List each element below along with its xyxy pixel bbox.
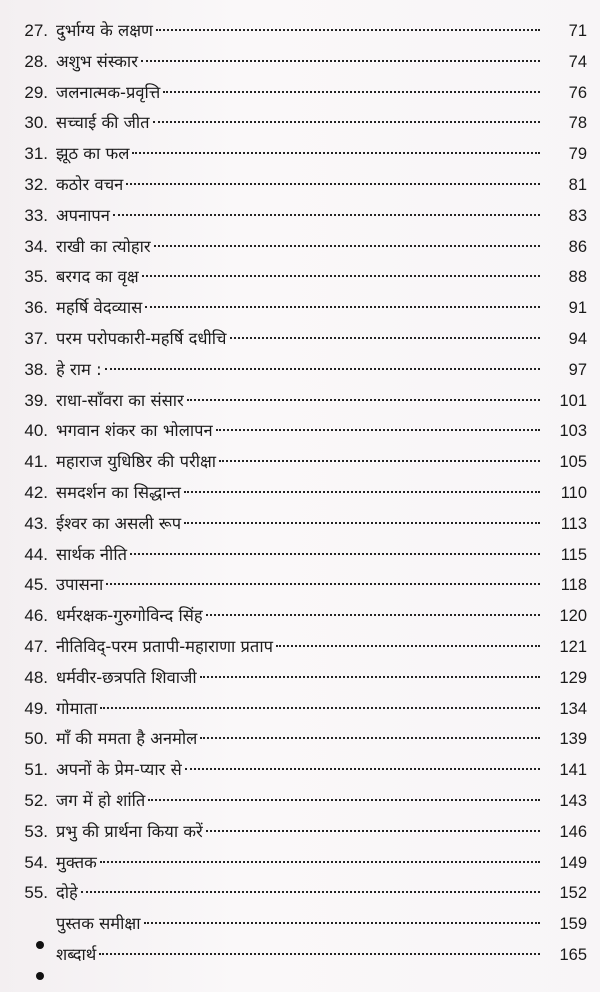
entry-number: 33. xyxy=(24,205,48,225)
entry-page-number: 105 xyxy=(559,453,587,472)
toc-entry xyxy=(0,848,600,879)
dot-leader xyxy=(130,552,540,555)
entry-number: 45. xyxy=(24,575,48,595)
entry-page-number: 165 xyxy=(559,945,587,964)
toc-entry xyxy=(0,663,600,694)
dot-leader xyxy=(200,736,540,739)
entry-title: दोहे xyxy=(56,883,78,903)
toc-entry xyxy=(0,108,600,139)
toc-entry xyxy=(0,540,600,571)
entry-title: सच्चाई की जीत xyxy=(56,113,150,133)
entry-number: 35. xyxy=(24,267,48,287)
toc-bullet-entry xyxy=(0,909,600,940)
entry-title: धर्मरक्षक-गुरुगोविन्द सिंह xyxy=(56,606,203,626)
entry-page-number: 141 xyxy=(559,761,587,780)
dot-leader xyxy=(145,305,540,308)
entry-number: 55. xyxy=(24,883,48,903)
toc-entry xyxy=(0,878,600,909)
entry-number: 36. xyxy=(24,298,48,318)
dot-leader xyxy=(200,675,540,678)
dot-leader xyxy=(132,151,540,154)
entry-page-number: 94 xyxy=(568,329,587,348)
entry-title: समदर्शन का सिद्धान्त xyxy=(56,482,181,502)
dot-leader xyxy=(185,767,540,770)
entry-title: मुक्तक xyxy=(56,852,97,872)
toc-entry xyxy=(0,632,600,663)
entry-title: महर्षि वेदव्यास xyxy=(56,298,143,318)
dot-leader xyxy=(113,213,540,216)
entry-title: प्रभु की प्रार्थना किया करें xyxy=(56,821,203,841)
entry-title: दुर्भाग्य के लक्षण xyxy=(56,21,153,40)
toc-entry xyxy=(0,139,600,170)
entry-title: अपनापन xyxy=(56,205,110,225)
dot-leader xyxy=(163,90,540,93)
dot-leader xyxy=(154,244,540,247)
toc-entry xyxy=(0,817,600,848)
entry-page-number: 152 xyxy=(559,884,587,903)
toc-entry xyxy=(0,416,600,447)
entry-number: 34. xyxy=(24,236,48,256)
entry-title: पुस्तक समीक्षा xyxy=(56,914,141,934)
dot-leader xyxy=(144,921,540,924)
dot-leader xyxy=(187,398,540,401)
entry-page-number: 83 xyxy=(568,206,587,225)
entry-title: जग में हो शांति xyxy=(56,790,146,810)
toc-entry xyxy=(0,601,600,632)
entry-page-number: 74 xyxy=(568,52,587,71)
entry-page-number: 146 xyxy=(559,822,587,841)
entry-page-number: 101 xyxy=(559,391,587,410)
entry-title: नीतिविद्-परम प्रतापी-महाराणा प्रताप xyxy=(56,636,273,656)
toc-entry xyxy=(0,478,600,509)
dot-leader xyxy=(206,613,540,616)
dot-leader xyxy=(153,120,540,123)
dot-leader xyxy=(276,644,540,647)
entry-number: 31. xyxy=(24,144,48,164)
entry-page-number: 79 xyxy=(568,145,587,164)
entry-number: 52. xyxy=(24,790,48,810)
entry-title: जलनात्मक-प्रवृत्ति xyxy=(56,82,161,102)
entry-page-number: 159 xyxy=(559,915,587,934)
toc-entry xyxy=(0,355,600,386)
entry-number: 47. xyxy=(24,636,48,656)
entry-number: 43. xyxy=(24,513,48,533)
toc-entry xyxy=(0,16,600,47)
dot-leader xyxy=(184,521,540,524)
toc-entry xyxy=(0,232,600,263)
toc-entry xyxy=(0,694,600,725)
entry-title: हे राम : xyxy=(56,359,102,379)
toc-entry xyxy=(0,509,600,540)
entry-title: शब्दार्थ xyxy=(56,944,97,964)
dot-leader xyxy=(230,336,540,339)
entry-number: 44. xyxy=(24,544,48,564)
entry-page-number: 103 xyxy=(559,422,587,441)
entry-title: झूठ का फल xyxy=(56,144,130,164)
dot-leader xyxy=(105,367,540,370)
entry-page-number: 113 xyxy=(560,514,587,533)
dot-leader xyxy=(216,428,540,431)
entry-page-number: 71 xyxy=(568,22,587,40)
entry-number: 49. xyxy=(24,698,48,718)
entry-title: उपासना xyxy=(56,575,104,595)
toc-entry xyxy=(0,324,600,355)
dot-leader xyxy=(184,490,540,493)
entry-title: बरगद का वृक्ष xyxy=(56,267,139,287)
entry-number: 40. xyxy=(24,421,48,441)
entry-number: 48. xyxy=(24,667,48,687)
dot-leader xyxy=(99,952,540,955)
toc-entry xyxy=(0,201,600,232)
toc-entry xyxy=(0,47,600,78)
toc-entry xyxy=(0,786,600,817)
entry-title: राखी का त्योहार xyxy=(56,236,151,256)
entry-page-number: 115 xyxy=(560,545,587,564)
dot-leader xyxy=(206,829,540,832)
dot-leader xyxy=(100,706,540,709)
entry-title: परम परोपकारी-महर्षि दधीचि xyxy=(56,328,227,348)
dot-leader xyxy=(141,59,540,62)
entry-number: 42. xyxy=(24,482,48,502)
entry-page-number: 121 xyxy=(559,637,587,656)
entry-number: 29. xyxy=(24,82,48,102)
entry-number: 51. xyxy=(24,760,48,780)
entry-page-number: 81 xyxy=(568,175,587,194)
dot-leader xyxy=(219,459,540,462)
entry-page-number: 134 xyxy=(559,699,587,718)
entry-number: 38. xyxy=(24,359,48,379)
entry-page-number: 86 xyxy=(568,237,587,256)
entry-number: 41. xyxy=(24,452,48,472)
toc-bullet-entry xyxy=(0,940,600,971)
entry-number: 30. xyxy=(24,113,48,133)
entry-page-number: 129 xyxy=(559,668,587,687)
entry-page-number: 143 xyxy=(559,791,587,810)
entry-title: राधा-साँवरा का संसार xyxy=(56,390,184,410)
entry-page-number: 149 xyxy=(559,853,587,872)
entry-page-number: 91 xyxy=(568,299,587,318)
entry-number: 39. xyxy=(24,390,48,410)
entry-page-number: 110 xyxy=(560,483,587,502)
toc-entry xyxy=(0,447,600,478)
entry-title: माँ की ममता है अनमोल xyxy=(56,729,198,749)
entry-page-number: 97 xyxy=(568,360,587,379)
dot-leader xyxy=(81,890,540,893)
dot-leader xyxy=(126,182,540,185)
entry-title: कठोर वचन xyxy=(56,174,124,194)
entry-title: गोमाता xyxy=(56,698,98,718)
entry-number: 37. xyxy=(24,328,48,348)
entry-title: महाराज युधिष्ठिर की परीक्षा xyxy=(56,452,217,472)
entry-number: 53. xyxy=(24,821,48,841)
table-of-contents xyxy=(0,16,600,971)
toc-entry xyxy=(0,293,600,324)
toc-entry xyxy=(0,170,600,201)
entry-page-number: 118 xyxy=(560,576,587,595)
entry-title: ईश्वर का असली रूप xyxy=(56,513,182,533)
toc-entry xyxy=(0,78,600,109)
entry-title: अशुभ संस्कार xyxy=(56,51,138,71)
dot-leader xyxy=(156,28,540,31)
dot-leader xyxy=(100,860,540,863)
toc-entry xyxy=(0,724,600,755)
entry-page-number: 78 xyxy=(568,114,587,133)
dot-leader xyxy=(106,582,540,585)
entry-title: धर्मवीर-छत्रपति शिवाजी xyxy=(56,667,197,687)
toc-entry xyxy=(0,386,600,417)
entry-number: 28. xyxy=(24,51,48,71)
entry-title: सार्थक नीति xyxy=(56,544,127,564)
entry-page-number: 88 xyxy=(568,268,587,287)
dot-leader xyxy=(142,274,540,277)
entry-page-number: 76 xyxy=(568,83,587,102)
entry-number: 32. xyxy=(24,174,48,194)
entry-page-number: 120 xyxy=(559,607,587,626)
toc-entry xyxy=(0,262,600,293)
entry-number: 27. xyxy=(24,21,48,40)
entry-title: अपनों के प्रेम-प्यार से xyxy=(56,760,182,780)
toc-entry xyxy=(0,570,600,601)
entry-number: 50. xyxy=(24,729,48,749)
entry-title: भगवान शंकर का भोलापन xyxy=(56,421,213,441)
dot-leader xyxy=(148,798,540,801)
entry-number: 54. xyxy=(24,852,48,872)
toc-entry xyxy=(0,755,600,786)
entry-page-number: 139 xyxy=(559,730,587,749)
entry-number: 46. xyxy=(24,606,48,626)
